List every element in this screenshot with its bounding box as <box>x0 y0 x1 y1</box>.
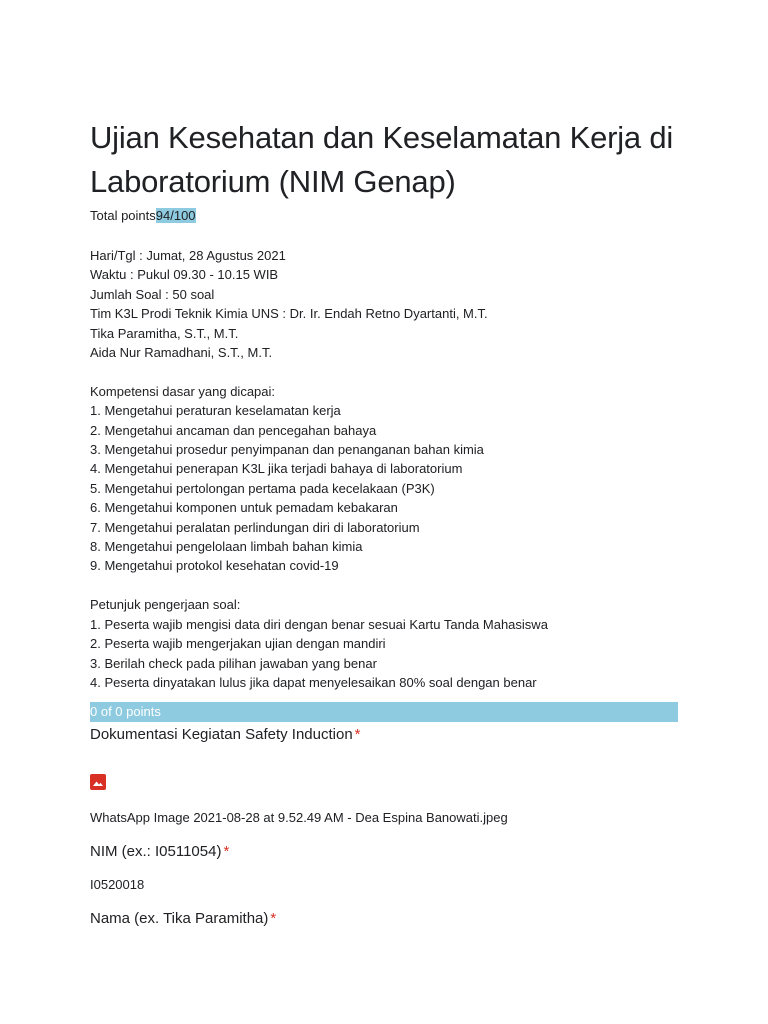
question-title-text: Dokumentasi Kegiatan Safety Induction <box>90 726 353 744</box>
description-spacer <box>90 576 678 595</box>
form-page <box>90 116 678 929</box>
required-asterisk: * <box>223 843 230 861</box>
instruction-item: 3. Berilah check pada pilihan jawaban yang benar <box>90 655 377 671</box>
competency-item: 8. Mengetahui pengelolaan limbah bahan kimia <box>90 539 363 555</box>
section-points-bar: 0 of 0 points <box>90 702 678 722</box>
description-line: Waktu : Pukul 09.30 - 10.15 WIB <box>90 267 279 283</box>
competency-item: 3. Mengetahui prosedur penyimpanan dan penanganan bahan kimia <box>90 442 484 458</box>
question-title-text: Nama (ex. Tika Paramitha) <box>90 910 269 928</box>
description-line: Tika Paramitha, S.T., M.T. <box>90 325 239 341</box>
required-asterisk: * <box>354 726 361 744</box>
description-spacer <box>90 362 678 381</box>
question-title-text: NIM (ex.: I0511054) <box>90 843 222 861</box>
description-line: Aida Nur Ramadhani, S.T., M.T. <box>90 345 273 361</box>
image-glyph <box>90 774 106 790</box>
competency-item: 2. Mengetahui ancaman dan pencegahan bahaya <box>90 422 377 438</box>
competency-item: 6. Mengetahui komponen untuk pemadam kebakaran <box>90 500 398 516</box>
question-nama-title <box>90 909 678 929</box>
total-points-row <box>90 207 678 224</box>
total-score: 94/100 <box>155 208 196 223</box>
required-asterisk: * <box>270 910 277 928</box>
competency-heading: Kompetensi dasar yang dicapai: <box>90 383 276 399</box>
question-documentation-title <box>90 725 678 745</box>
form-description <box>90 246 678 692</box>
instruction-item: 2. Peserta wajib mengerjakan ujian dengan mandiri <box>90 636 386 652</box>
uploaded-file-name[interactable]: WhatsApp Image 2021-08-28 at 9.52.49 AM - Dea Espina Banowati.jpeg <box>90 810 508 826</box>
instructions-heading: Petunjuk pengerjaan soal: <box>90 597 241 613</box>
competency-item: 4. Mengetahui penerapan K3L jika terjadi bahaya di laboratorium <box>90 461 463 477</box>
description-line: Hari/Tgl : Jumat, 28 Agustus 2021 <box>90 248 286 263</box>
total-points-label: Total points <box>90 208 156 223</box>
instruction-item: 1. Peserta wajib mengisi data diri dengan benar sesuai Kartu Tanda Mahasiswa <box>90 616 548 632</box>
competency-item: 5. Mengetahui pertolongan pertama pada kecelakaan (P3K) <box>90 480 435 496</box>
competency-item: 1. Mengetahui peraturan keselamatan kerja <box>90 403 341 419</box>
form-title: Ujian Kesehatan dan Keselamatan Kerja di Laboratorium (NIM Genap) <box>90 120 674 199</box>
description-line: Tim K3L Prodi Teknik Kimia UNS : Dr. Ir. Endah Retno Dyartanti, M.T. <box>90 306 488 322</box>
description-line: Jumlah Soal : 50 soal <box>90 286 215 302</box>
competency-item: 7. Mengetahui peralatan perlindungan diri di laboratorium <box>90 519 420 535</box>
image-file-icon[interactable] <box>90 774 106 790</box>
nim-answer: I0520018 <box>90 877 145 893</box>
instruction-item: 4. Peserta dinyatakan lulus jika dapat menyelesaikan 80% soal dengan benar <box>90 674 537 690</box>
question-nim-title <box>90 842 678 862</box>
competency-item: 9. Mengetahui protokol kesehatan covid-19 <box>90 558 339 574</box>
